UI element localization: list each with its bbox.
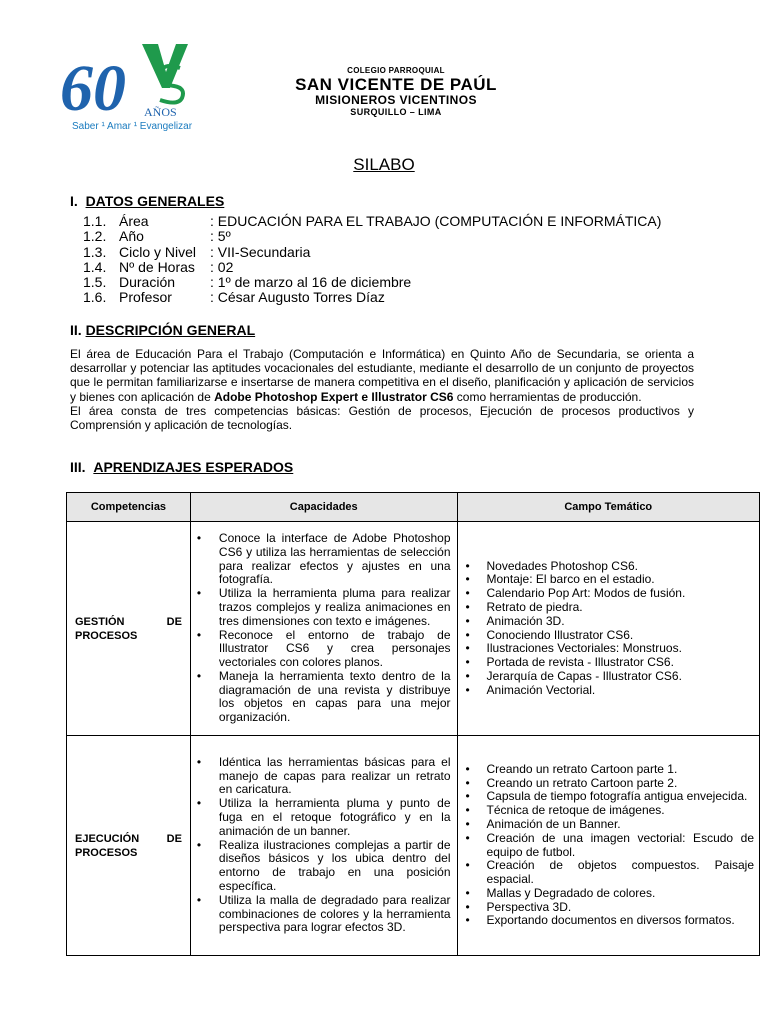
aprendizajes-table: [66, 492, 760, 956]
competencia-cell: GESTIÓN DE PROCESOS: [67, 522, 191, 736]
list-item: • Utiliza la malla de degradado para realizar combinaciones de colores y la herramienta perspectiva para lograr efectos 3D.: [196, 892, 451, 935]
list-item: • Montaje: El barco en el estadio.: [465, 572, 655, 587]
list-item: • Ilustraciones Vectoriales: Monstruos.: [465, 641, 682, 656]
temas-list: [460, 560, 754, 698]
page-title: SILABO: [353, 155, 415, 174]
header-line-4: SURQUILLO – LIMA: [350, 107, 442, 117]
list-item: • Portada de revista - Illustrator CS6.: [465, 655, 674, 670]
section-heading-1: I. DATOS GENERALES: [70, 193, 225, 209]
column-header-capacidades: Capacidades: [190, 493, 457, 522]
list-item: • Conoce la interface de Adobe Photoshop CS6 y utiliza las herramientas de selección para realizar efectos y ajustes en una fotografía.: [196, 530, 451, 587]
table-header-row: [67, 493, 760, 522]
list-item: • Creando un retrato Cartoon parte 1.: [465, 761, 678, 776]
list-item: • Calendario Pop Art: Modos de fusión.: [465, 586, 686, 601]
header-line-1: COLEGIO PARROQUIAL: [347, 66, 445, 75]
header-line-2: SAN VICENTE DE PAÚL: [295, 75, 497, 94]
column-header-competencias: Competencias: [67, 493, 191, 522]
column-header-campo-tematico: Campo Temático: [457, 493, 759, 522]
list-item: • Conociendo Illustrator CS6.: [465, 627, 634, 642]
descripcion-paragraph-1: El área de Educación Para el Trabajo (Computación e Informática) en Quinto Año de Secundaria, se orienta a desarrollar y potenciar las aptitudes vocacionales del estudiante, mediante el desarrollo de un conjunto de proyectos que le permitan familiarizarse e insertarse de manera competitiva en el diseño, planificación y aplicación de servicios y bienes con aplicación de Adobe Photoshop Expert e Illustrator CS6 como herramientas de producción.: [70, 347, 694, 404]
descripcion-general: [70, 347, 694, 432]
list-item: • Utiliza la herramienta pluma para realizar trazos complejos y realiza animaciones en tres dimensiones con texto e imágenes.: [196, 586, 451, 628]
temas-list: [460, 763, 754, 929]
datos-row: 1.6. Profesor : César Augusto Torres Díaz: [83, 289, 385, 306]
capacidades-cell: [190, 522, 457, 736]
school-header: [278, 66, 514, 118]
descripcion-paragraph-2: El área consta de tres competencias básicas: Gestión de procesos, Ejecución de procesos productivos y Comprensión y aplicación de tecnologías.: [70, 403, 694, 433]
list-item: • Exportando documentos en diversos formatos.: [465, 913, 735, 928]
table-row: [67, 736, 760, 956]
list-item: • Creando un retrato Cartoon parte 2.: [465, 775, 678, 790]
list-item: • Creación de una imagen vectorial: Escudo de equipo de futbol.: [465, 830, 754, 859]
list-item: • Animación de un Banner.: [465, 816, 621, 831]
datos-row: 1.2. Año : 5º: [83, 228, 231, 245]
table-row: [67, 522, 760, 736]
header-line-3: MISIONEROS VICENTINOS: [315, 93, 477, 107]
list-item: • Jerarquía de Capas - Illustrator CS6.: [465, 668, 682, 683]
list-item: • Maneja la herramienta texto dentro de la diagramación de una revista y distribuye los objetos en capas para una mejor organización.: [196, 668, 451, 725]
section-heading-3: III. APRENDIZAJES ESPERADOS: [70, 459, 294, 475]
campo-tematico-cell: [457, 522, 759, 736]
logo-years: AÑOS: [144, 105, 177, 119]
section-heading-2: II. DESCRIPCIÓN GENERAL: [70, 322, 256, 338]
datos-row: 1.3. Ciclo y Nivel : VII-Secundaria: [83, 243, 311, 260]
list-item: • Técnica de retoque de imágenes.: [465, 803, 665, 818]
list-item: • Creación de objetos compuestos. Paisaje espacial.: [465, 858, 754, 887]
competencia-cell: EJECUCIÓN DE PROCESOS: [67, 736, 191, 956]
datos-generales-list: [83, 214, 661, 306]
list-item: • Animación Vectorial.: [465, 682, 596, 697]
capacidades-list: [191, 756, 451, 935]
datos-row: 1.5. Duración : 1º de marzo al 16 de diciembre: [83, 274, 412, 291]
list-item: • Animación 3D.: [465, 613, 565, 628]
list-item: • Perspectiva 3D.: [465, 899, 572, 914]
datos-row: 1.4. Nº de Horas : 02: [83, 258, 234, 275]
list-item: • Novedades Photoshop CS6.: [465, 558, 638, 573]
list-item: • Mallas y Degradado de colores.: [465, 885, 656, 900]
campo-tematico-cell: [457, 736, 759, 956]
capacidades-list: [191, 532, 451, 725]
logo-number: 60: [60, 52, 126, 125]
list-item: • Utiliza la herramienta pluma y punto de fuga en el retoque fotográfico y en la animación de un banner.: [196, 796, 451, 838]
logo-tagline: Saber ¹ Amar ¹ Evangelizar: [72, 121, 193, 132]
list-item: • Realiza ilustraciones complejas a partir de diseños básicos y los ubica dentro del entorno de trabajo en una posición específica.: [196, 837, 451, 893]
list-item: • Capsula de tiempo fotografía antigua envejecida.: [465, 789, 748, 804]
list-item: • Retrato de piedra.: [465, 599, 583, 614]
datos-row: 1.1. Área : EDUCACIÓN PARA EL TRABAJO (COMPUTACIÓN E INFORMÁTICA): [83, 213, 662, 229]
list-item: • Idéntica las herramientas básicas para el manejo de capas para realizar un retrato en caricatura.: [196, 754, 451, 797]
capacidades-cell: [190, 736, 457, 956]
list-item: • Reconoce el entorno de trabajo de Illustrator CS6 y crea personajes vectoriales con colores planos.: [196, 627, 451, 670]
